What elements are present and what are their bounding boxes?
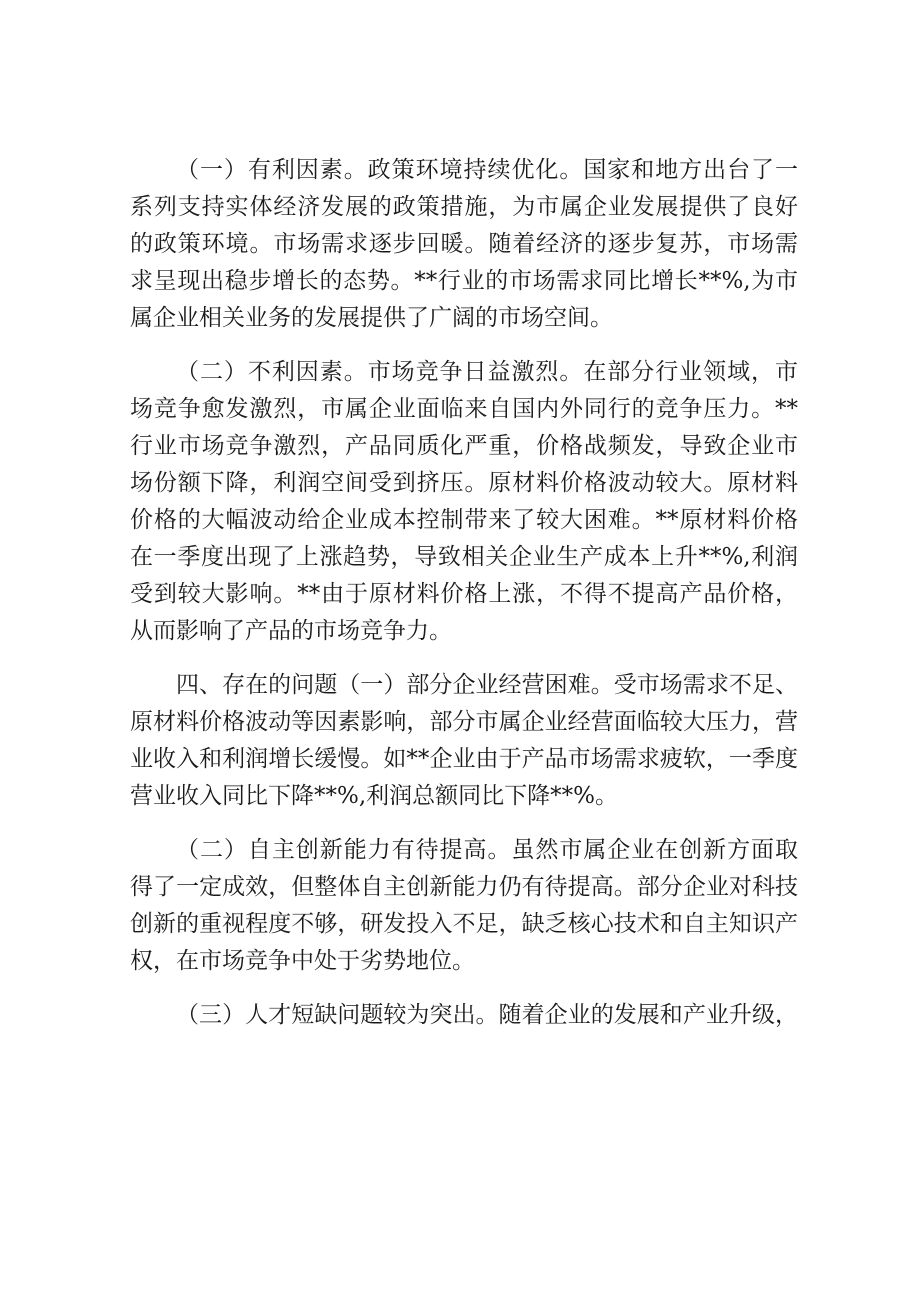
text-line: 价格的大幅波动给企业成本控制带来了较大困难。**原材料价格 — [130, 507, 798, 533]
text-line: 营业收入同比下降**%,利润总额同比下降**%。 — [130, 783, 619, 809]
text-line: 系列支持实体经济发展的政策措施，为市属企业发展提供了良好 — [130, 194, 798, 220]
text-line: 得了一定成效，但整体自主创新能力仍有待提高。部分企业对科技 — [130, 874, 798, 900]
text-line: 受到较大影响。**由于原材料价格上涨，不得不提高产品价格， — [130, 581, 798, 607]
text-line: （三）人才短缺问题较为突出。随着企业的发展和产业升级， — [176, 1002, 798, 1028]
paragraph-favorable-factors — [130, 152, 798, 337]
text-line: 行业市场竞争激烈，产品同质化严重，价格战频发，导致企业市 — [130, 433, 798, 459]
paragraph-innovation-capacity — [130, 832, 798, 980]
text-line: 创新的重视程度不够，研发投入不足，缺乏核心技术和自主知识产 — [130, 911, 798, 937]
text-line: 原材料价格波动等因素影响，部分市属企业经营面临较大压力，营 — [130, 709, 798, 735]
text-line: 场份额下降，利润空间受到挤压。原材料价格波动较大。原材料 — [130, 470, 798, 496]
text-line: （一）有利因素。政策环境持续优化。国家和地方出台了一 — [176, 157, 798, 183]
paragraph-talent-shortage — [130, 997, 798, 1034]
paragraph-unfavorable-factors — [130, 354, 798, 650]
text-line: 求呈现出稳步增长的态势。**行业的市场需求同比增长**%,为市 — [130, 268, 798, 294]
text-line: 业收入和利润增长缓慢。如**企业由于产品市场需求疲软，一季度 — [130, 746, 798, 772]
text-line: 场竞争愈发激烈，市属企业面临来自国内外同行的竞争压力。** — [130, 396, 798, 422]
text-line: 四、存在的问题（一）部分企业经营困难。受市场需求不足、 — [176, 672, 798, 698]
paragraph-existing-problems — [130, 667, 798, 815]
text-line: 的政策环境。市场需求逐步回暖。随着经济的逐步复苏，市场需 — [130, 231, 798, 257]
text-line: 属企业相关业务的发展提供了广阔的市场空间。 — [130, 305, 613, 331]
text-line: 从而影响了产品的市场竞争力。 — [130, 618, 452, 644]
document-body — [130, 152, 798, 1051]
text-line: （二）自主创新能力有待提高。虽然市属企业在创新方面取 — [176, 837, 798, 863]
text-line: （二）不利因素。市场竞争日益激烈。在部分行业领域，市 — [176, 359, 798, 385]
text-line: 在一季度出现了上涨趋势，导致相关企业生产成本上升**%,利润 — [130, 544, 798, 570]
text-line: 权，在市场竞争中处于劣势地位。 — [130, 948, 475, 974]
